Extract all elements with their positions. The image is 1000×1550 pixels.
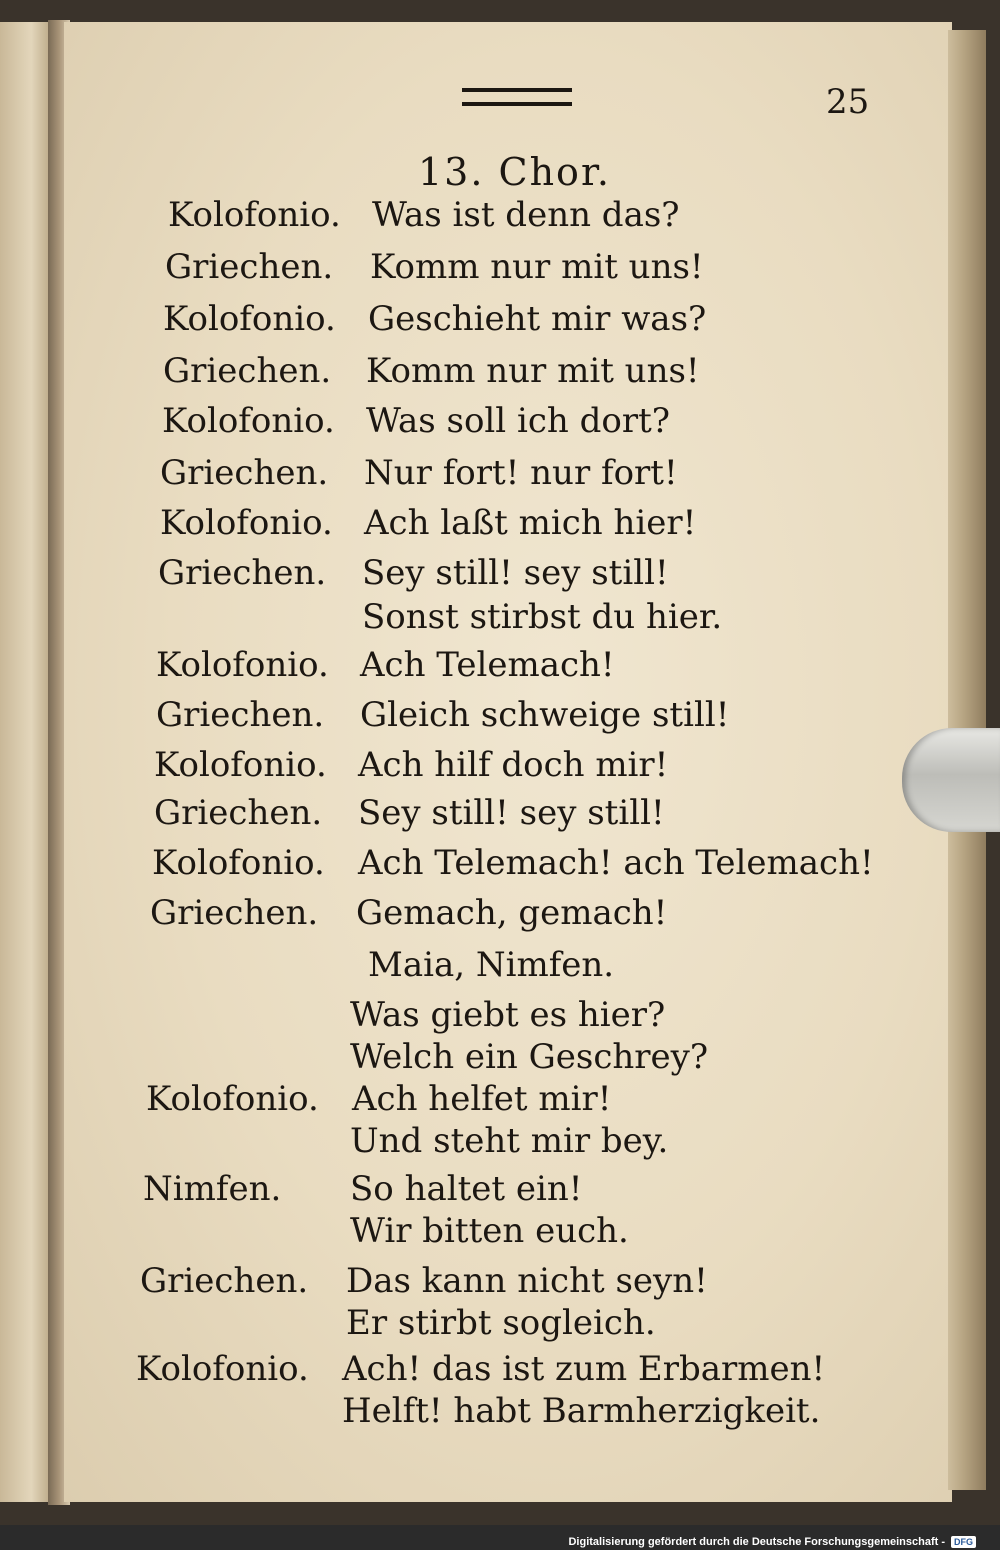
dialogue-line: Sonst stirbst du hier. [362,597,723,637]
speaker-name: Kolofonio. [154,745,327,785]
speaker-name: Griechen. [150,893,319,933]
page-heading: 13. Chor. [418,150,612,194]
speaker-name: Kolofonio. [156,645,329,685]
speaker-name: Kolofonio. [152,843,325,883]
dfg-logo: DFG [951,1536,976,1548]
dialogue-line: Sey still! sey still! [362,553,669,593]
dialogue-line: Was ist denn das? [372,195,680,235]
dialogue-line: So haltet ein! [350,1169,583,1209]
speaker-name: Kolofonio. [160,503,333,543]
dialogue-line: Ach Telemach! ach Telemach! [358,843,874,883]
speaker-name: Kolofonio. [136,1349,309,1389]
dialogue-line: Geschieht mir was? [368,299,707,339]
dialogue-line: Ach hilf doch mir! [358,745,669,785]
dialogue-line: Das kann nicht seyn! [346,1261,708,1301]
decorative-rule [462,88,572,106]
speaker-name: Griechen. [156,695,325,735]
speaker-name: Griechen. [160,453,329,493]
speaker-name: Kolofonio. [163,299,336,339]
dialogue-line: Gleich schweige still! [360,695,730,735]
dialogue-line: Wir bitten euch. [350,1211,629,1251]
speaker-name: Griechen. [140,1261,309,1301]
stage-speakers: Maia, Nimfen. [368,945,615,985]
dialogue-line: Gemach, gemach! [356,893,668,933]
dialogue-line: Ach helfet mir! [352,1079,612,1119]
speaker-name: Griechen. [163,351,332,391]
dialogue-line: Komm nur mit uns! [366,351,700,391]
speaker-name: Kolofonio. [146,1079,319,1119]
funding-credit-text: Digitalisierung gefördert durch die Deutsche Forschungsgemeinschaft - [568,1536,945,1548]
dialogue-line: Was giebt es hier? [350,995,666,1035]
facing-page-edge [0,22,52,1502]
speaker-name: Kolofonio. [162,401,335,441]
speaker-name: Kolofonio. [168,195,341,235]
dialogue-line: Er stirbt sogleich. [346,1303,656,1343]
dialogue-line: Helft! habt Barmherzigkeit. [342,1391,821,1431]
funding-credit [568,1536,976,1548]
dialogue-line: Und steht mir bey. [350,1121,669,1161]
dialogue-line: Was soll ich dort? [366,401,670,441]
speaker-name: Griechen. [158,553,327,593]
dialogue-line: Nur fort! nur fort! [364,453,678,493]
speaker-name: Nimfen. [143,1169,282,1209]
page-number: 25 [826,82,870,122]
speaker-name: Griechen. [154,793,323,833]
dialogue-line: Ach laßt mich hier! [364,503,697,543]
dialogue-line: Sey still! sey still! [358,793,665,833]
dialogue-line: Ach! das ist zum Erbarmen! [342,1349,826,1389]
dialogue-line: Komm nur mit uns! [370,247,704,287]
speaker-name: Griechen. [165,247,334,287]
dialogue-line: Ach Telemach! [360,645,615,685]
dialogue-line: Welch ein Geschrey? [350,1037,709,1077]
bookmark-clip [902,728,1000,832]
